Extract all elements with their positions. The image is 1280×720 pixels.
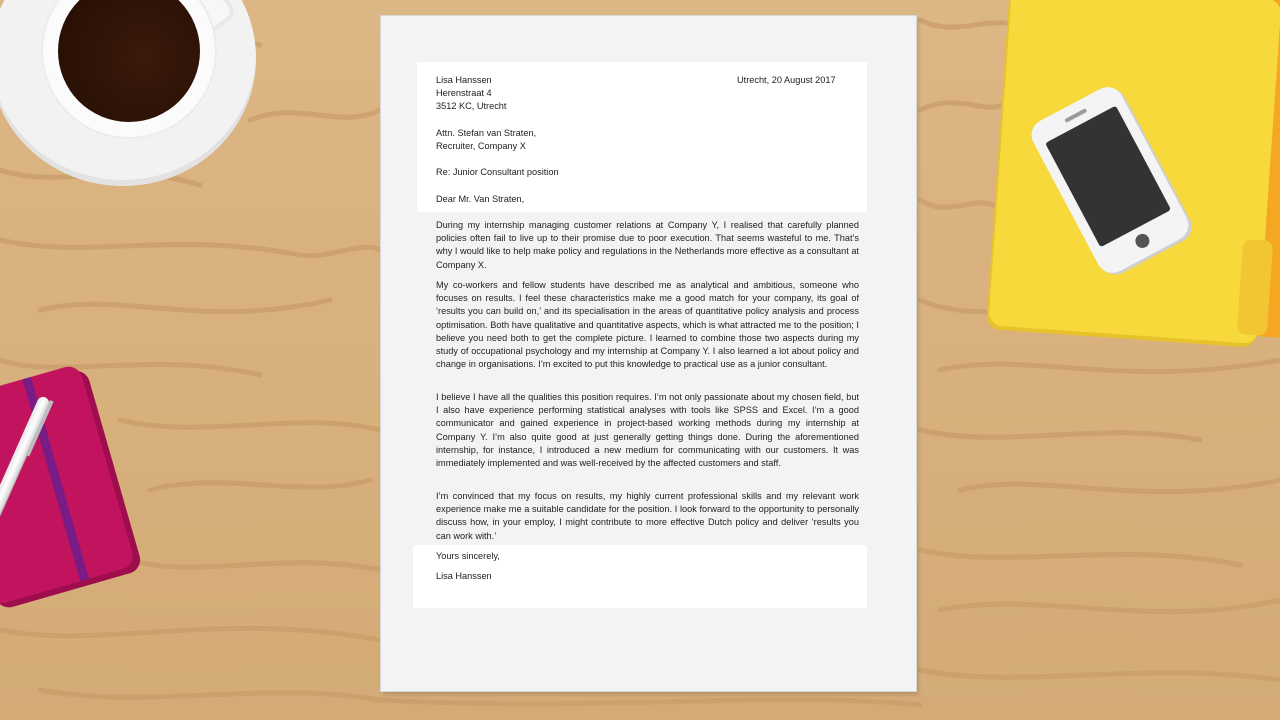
closing: Yours sincerely, (436, 551, 500, 561)
phone-home-button (1133, 231, 1152, 250)
body-paragraph-4: I’m convinced that my focus on results, my highly current professional skills and my relevant work experience make me a suitable candidate for the position. I look forward to the opportunity to personally discuss how, in your employ, I might contribute to more effective Dutch policy and deliver ‘results you can work with.’ (436, 491, 859, 541)
coffee-shine (168, 20, 200, 80)
letter-date: Utrecht, 20 August 2017 (737, 75, 836, 85)
phone-speaker (1064, 108, 1087, 123)
sender-street: Herenstraat 4 (436, 88, 492, 98)
sender-city: 3512 KC, Utrecht (436, 101, 507, 111)
recipient-role: Recruiter, Company X (436, 141, 526, 151)
body-paragraph-2: My co-workers and fellow students have described me as analytical and ambitious, someone who focuses on results. I feel these characteristics make me a good match for your company, its goal of ‘results you can build on,’ and its specialisation in the areas of quantitative policy analysis and process optimisation. Both have qualitative and quantitative aspects, which is what attracted me to the position; I believe you need both to get the complete picture. I learned to combine those two aspects during my study of occupational psychology and my internship at Company Y. I also learned a lot about policy and change in organisations. I’m excited to put this knowledge to practical use as a junior consultant. (436, 280, 859, 370)
salutation: Dear Mr. Van Straten, (436, 194, 525, 204)
recipient-attn: Attn. Stefan van Straten, (436, 128, 537, 138)
letter-subject: Re: Junior Consultant position (436, 167, 559, 177)
notebook-band (22, 377, 89, 581)
body-paragraph-3: I believe I have all the qualities this position requires. I’m not only passionate about my chosen field, but I also have experience performing statistical analyses with tools like SPSS and Excel. I’m a good communicator and gained experience in project-based working methods during my internship at Company Y. I’m also quite good at just generally getting things done. During the aforementioned internship, for instance, I introduced a new medium for communicating with our customers. It was immediately implemented and was well-received by the affected customers and staff. (436, 392, 859, 469)
body-paragraph-1: During my internship managing customer relations at Company Y, I realised that carefully planned policies often fail to live up to their promise due to poor execution. That seems wasteful to me. That’s why I would like to help make policy and regulations in the Netherlands more effective as a consultant at Company X. (436, 220, 859, 270)
signature-name: Lisa Hanssen (436, 571, 492, 581)
sender-name: Lisa Hanssen (436, 75, 492, 85)
